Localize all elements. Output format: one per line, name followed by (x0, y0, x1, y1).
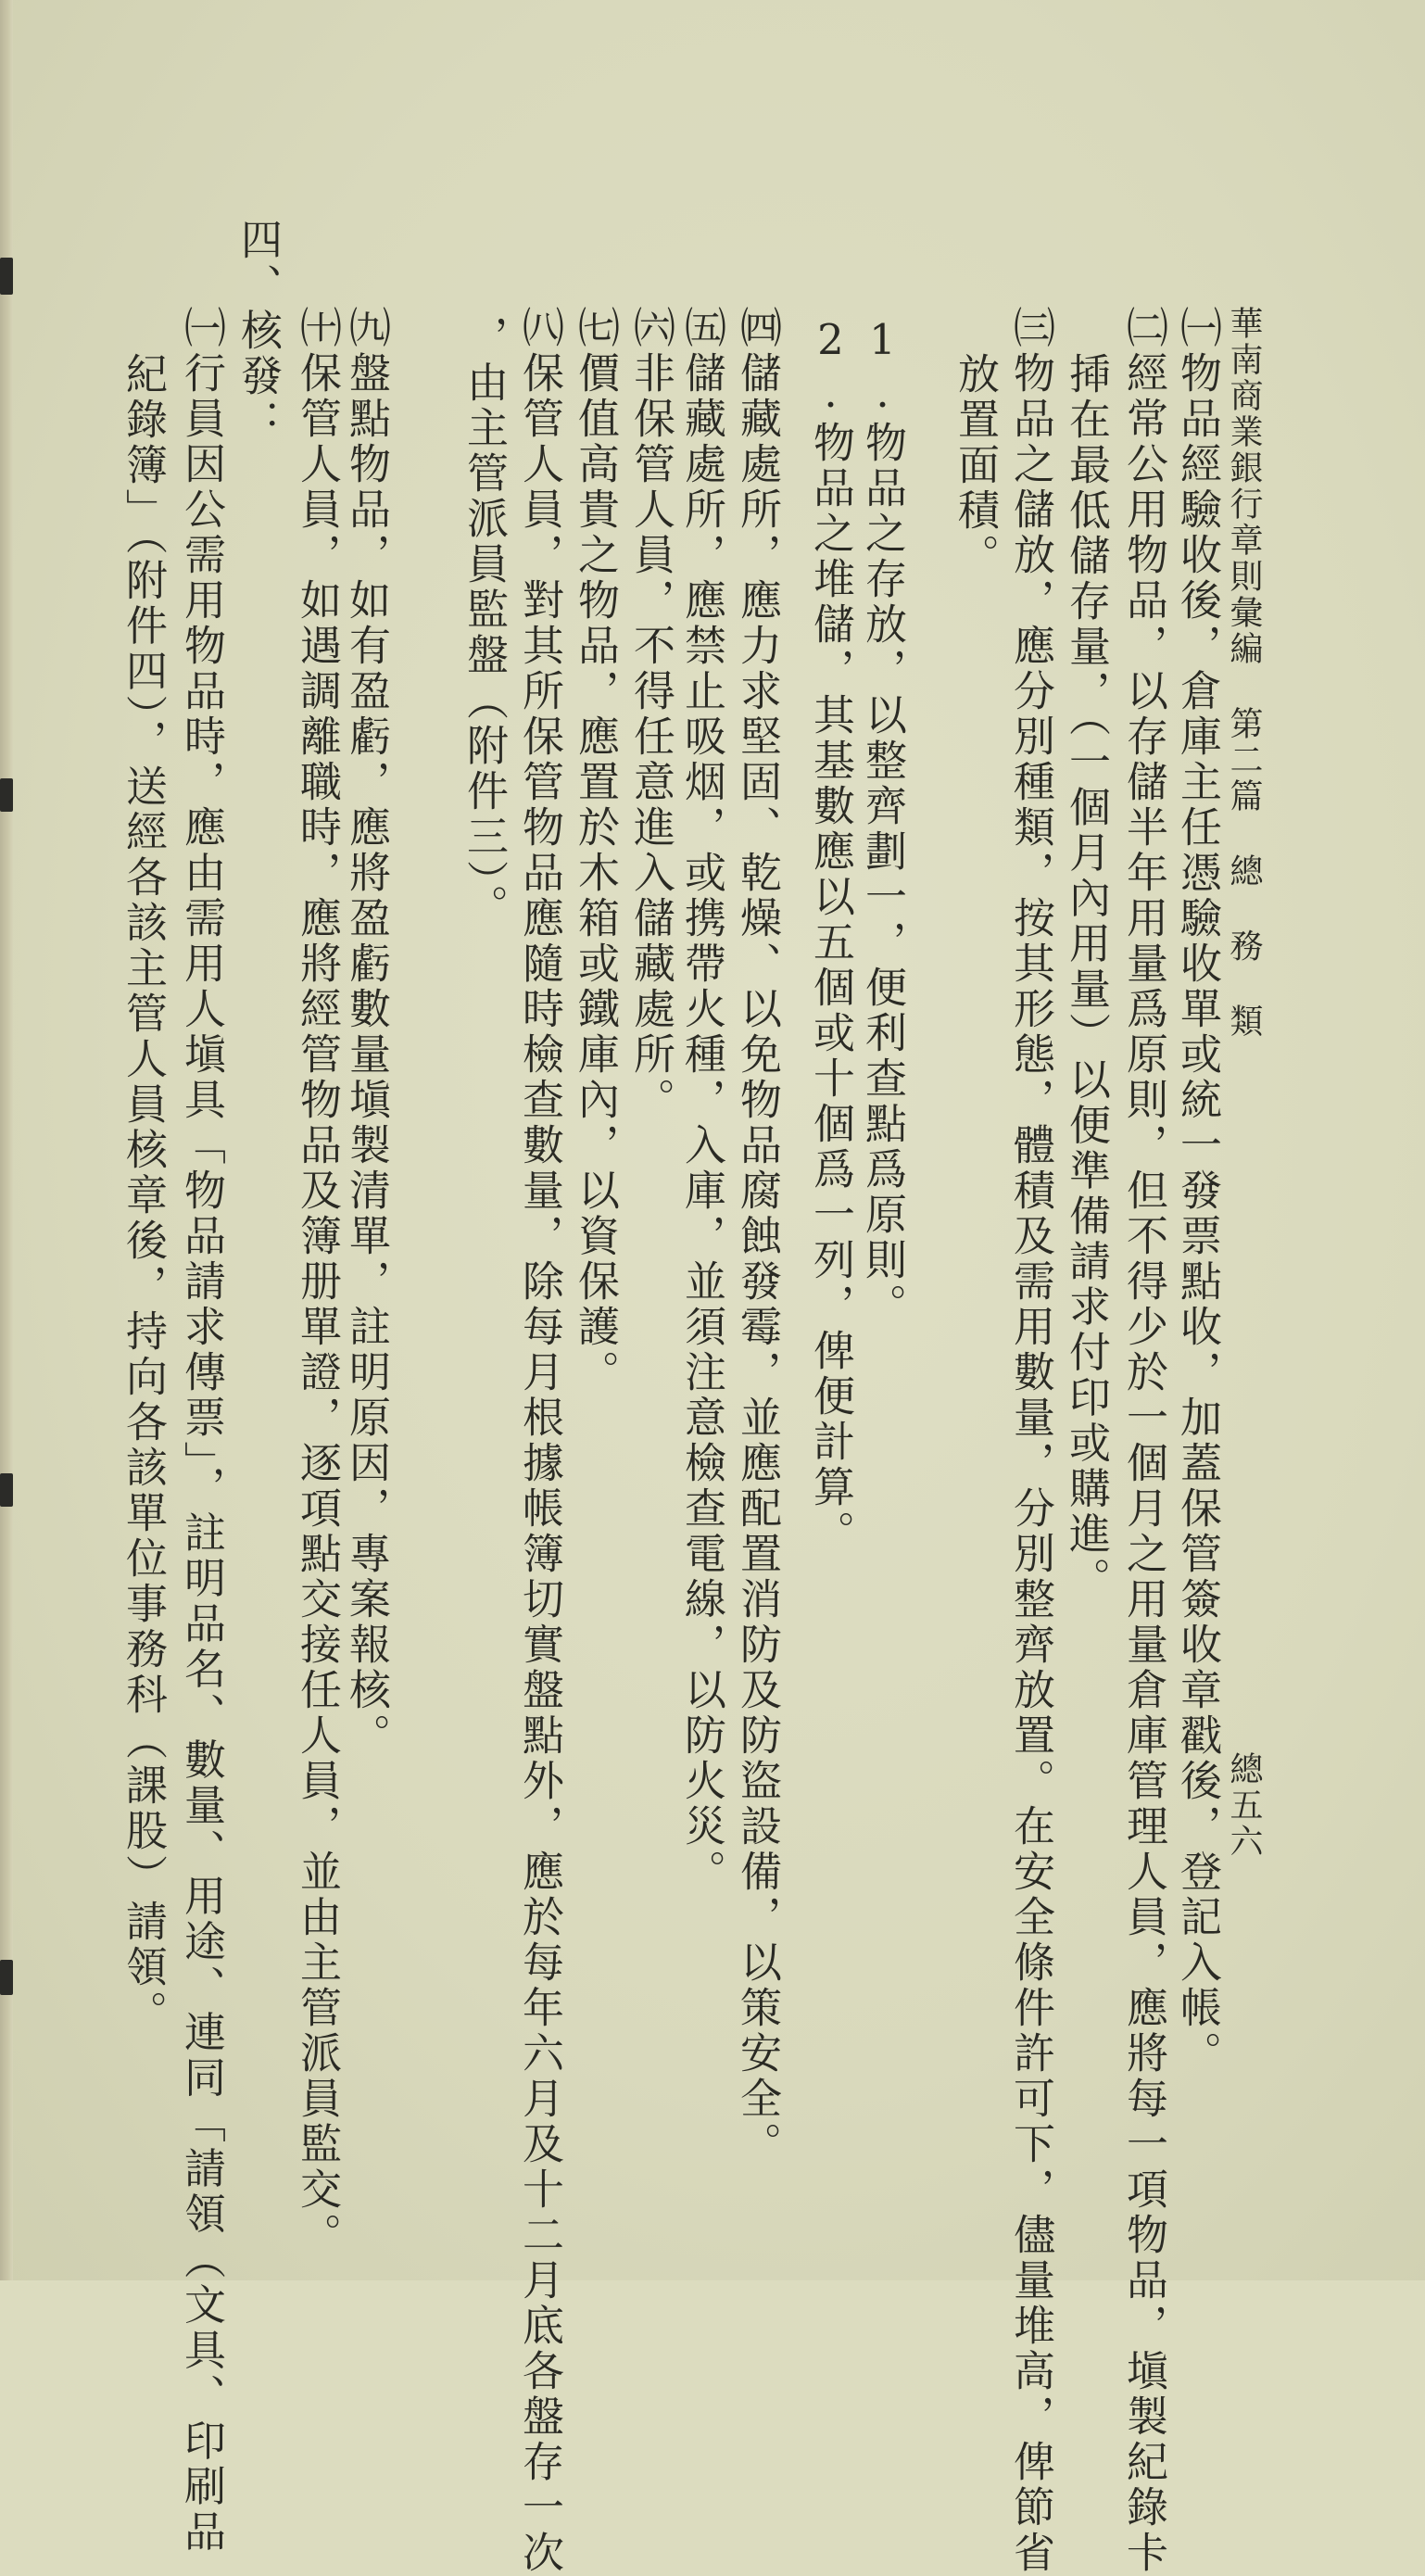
paragraph-4: ㈣儲藏處所，應力求堅固、乾燥、以免物品腐蝕發霉，並應配置消防及防盜設備，以策安全。 (733, 306, 782, 2167)
paragraph-2-line-1: ㈡經常公用物品，以存儲半年用量爲原則，但不得少於一個月之用量倉庫管理人員，應將每一項物品，塡製紀錄卡 (1119, 306, 1168, 2576)
paragraph-3-line-2: 放置面積。 (951, 352, 1000, 579)
section-char-3: 類 (1225, 1004, 1263, 1040)
subitem-1: 1.物品之存放，以整齊劃一，便利查點爲原則。 (858, 315, 907, 1329)
binding-mark (0, 778, 13, 812)
section-4-heading: 四、核發： (233, 218, 283, 445)
paragraph-8-line-2: ，由主管派員監盤（附件三）。 (460, 315, 509, 930)
paragraph-7: ㈦價值高貴之物品，應置於木箱或鐵庫內，以資保護。 (571, 306, 620, 1395)
binding-mark (0, 1960, 13, 1995)
part-label: 第二篇 (1225, 706, 1263, 814)
book-title: 華南商業銀行章則彙編 (1225, 306, 1263, 667)
section-char-1: 總 (1225, 853, 1263, 890)
paragraph-8-line-1: ㈧保管人員，對其所保管物品應隨時檢查數量，除每月根據帳簿切實盤點外，應於每年六月及十二月底各盤存一次 (515, 306, 564, 2576)
paragraph-3-line-1: ㈢物品之儲放，應分別種類，按其形態，體積及需用數量，分別整齊放置。在安全條件許可下，儘量堆高，俾節省 (1006, 306, 1055, 2576)
section-4-item-1-line-2: 紀錄簿」（附件四），送經各該主管人員核章後，持向各該單位事務科（課股）請領。 (119, 352, 168, 2036)
binding-mark (0, 258, 13, 295)
paragraph-10: ㈩保管人員，如遇調離職時，應將經管物品及簿册單證，逐項點交接任人員，並由主管派員監交。 (293, 306, 342, 2258)
paragraph-9: ㈨盤點物品，如有盈虧，應將盈虧數量塡製清單，註明原因，專案報核。 (342, 306, 391, 1759)
subitem-2: 2.物品之堆儲，其基數應以五個或十個爲一列，俾便計算。 (806, 315, 855, 1556)
section-char-2: 務 (1225, 928, 1263, 965)
page-number: 總五六 (1225, 1751, 1263, 1860)
paragraph-1: ㈠物品經驗收後，倉庫主任憑驗收單或統一發票點收，加蓋保管簽收章戳後，登記入帳。 (1173, 306, 1222, 2077)
paragraph-5: ㈤儲藏處所，應禁止吸烟，或携帶火種，入庫，並須注意檢查電線，以防火災。 (677, 306, 726, 1895)
paragraph-2-line-2: 揷在最低儲存量，（一個月內用量）以便準備請求付印或購進。 (1062, 352, 1111, 1603)
paragraph-6: ㈥非保管人員，不得任意進入儲藏處所。 (626, 306, 675, 1123)
page-binding-edge (0, 0, 13, 2280)
binding-mark (0, 1473, 13, 1507)
section-4-item-1-line-1: ㈠行員因公需用物品時，應由需用人塡具「物品請求傳票」，註明品名、數量、用途、連同「請領（文具、印刷品 (177, 306, 226, 2556)
